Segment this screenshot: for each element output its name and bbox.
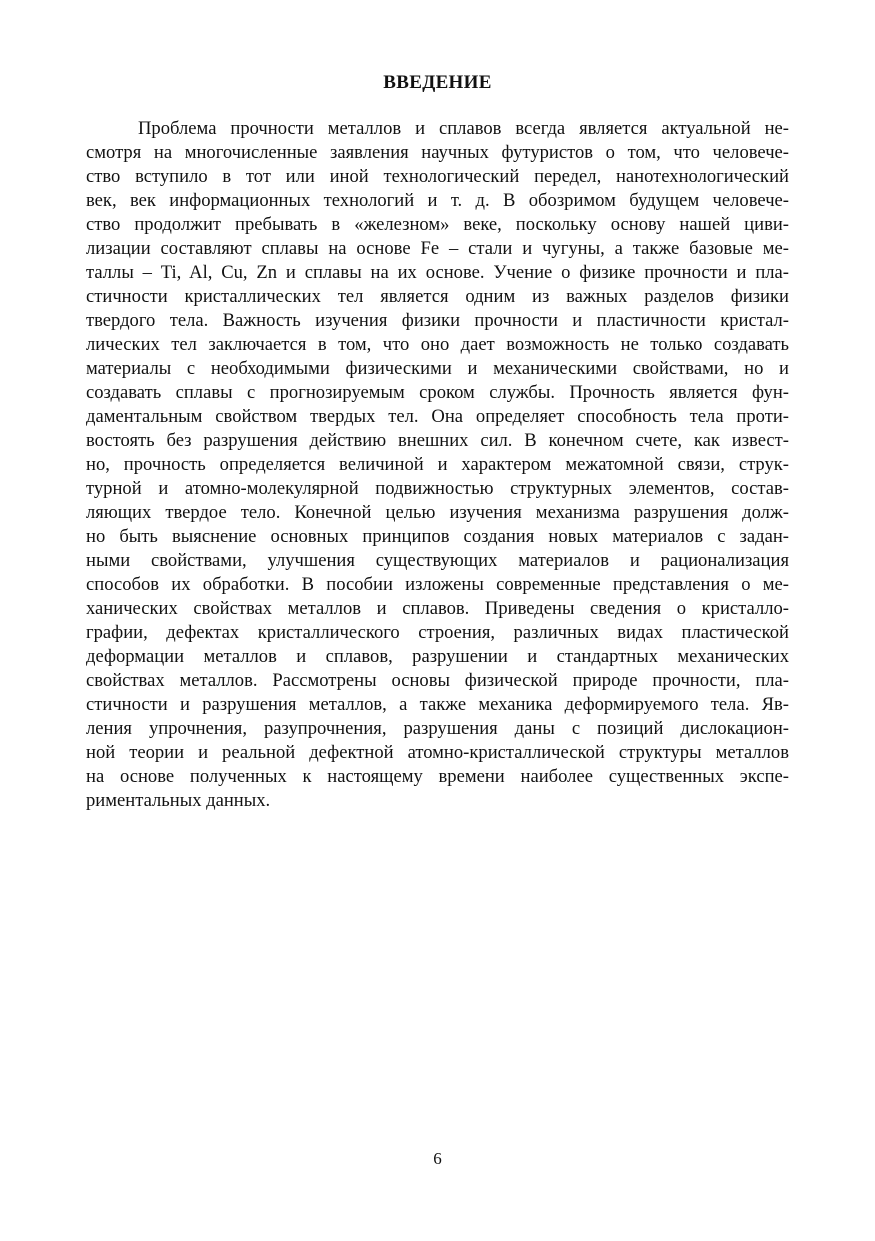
paragraph-line: ство продолжит пребывать в «железном» веке, поскольку основу нашей циви-: [86, 214, 789, 235]
paragraph-line: ной теории и реальной дефектной атомно-кристаллической структуры металлов: [86, 742, 789, 763]
paragraph-line: но быть выяснение основных принципов создания новых материалов с задан-: [86, 526, 789, 547]
paragraph-line: ханических свойствах металлов и сплавов. Приведены сведения о кристалло-: [86, 598, 789, 619]
paragraph-line: способов их обработки. В пособии изложены современные представления о ме-: [86, 574, 789, 595]
paragraph-line: ными свойствами, улучшения существующих материалов и рационализация: [86, 550, 789, 571]
paragraph-line: на основе полученных к настоящему времени наиболее существенных экспе-: [86, 766, 789, 787]
paragraph-line: свойствах металлов. Рассмотрены основы физической природе прочности, пла-: [86, 670, 789, 691]
paragraph-line: век, век информационных технологий и т. д. В обозримом будущем человече-: [86, 190, 789, 211]
paragraph-line: лических тел заключается в том, что оно дает возможность не только создавать: [86, 334, 789, 355]
introduction-paragraph: [86, 117, 789, 813]
paragraph-line: но, прочность определяется величиной и характером межатомной связи, струк-: [86, 454, 789, 475]
paragraph-line: лизации составляют сплавы на основе Fe – стали и чугуны, а также базовые ме-: [86, 238, 789, 259]
paragraph-line: ство вступило в тот или иной технологический передел, нанотехнологический: [86, 166, 789, 187]
paragraph-line: Проблема прочности металлов и сплавов всегда является актуальной не-: [138, 118, 789, 139]
paragraph-line: стичности кристаллических тел является одним из важных разделов физики: [86, 286, 789, 307]
paragraph-line: графии, дефектах кристаллического строения, различных видах пластической: [86, 622, 789, 643]
paragraph-line: создавать сплавы с прогнозируемым сроком службы. Прочность является фун-: [86, 382, 789, 403]
page-title: ВВЕДЕНИЕ: [383, 72, 492, 93]
paragraph-line: ляющих твердое тело. Конечной целью изучения механизма разрушения долж-: [86, 502, 789, 523]
paragraph-line: стичности и разрушения металлов, а также механика деформируемого тела. Яв-: [86, 694, 789, 715]
paragraph-line: востоять без разрушения действию внешних сил. В конечном счете, как извест-: [86, 430, 789, 451]
paragraph-line: турной и атомно-молекулярной подвижностью структурных элементов, состав-: [86, 478, 789, 499]
paragraph-line: риментальных данных.: [86, 790, 271, 811]
paragraph-line: смотря на многочисленные заявления научных футуристов о том, что человече-: [86, 142, 789, 163]
paragraph-line: твердого тела. Важность изучения физики прочности и пластичности кристал-: [86, 310, 789, 331]
paragraph-line: материалы с необходимыми физическими и механическими свойствами, но и: [86, 358, 789, 379]
paragraph-line: ления упрочнения, разупрочнения, разрушения даны с позиций дислокацион-: [86, 718, 789, 739]
paragraph-line: деформации металлов и сплавов, разрушении и стандартных механических: [86, 646, 789, 667]
paragraph-line: таллы – Ti, Al, Cu, Zn и сплавы на их основе. Учение о физике прочности и пла-: [86, 262, 789, 283]
page-number: 6: [433, 1149, 442, 1168]
paragraph-line: даментальным свойством твердых тел. Она определяет способность тела проти-: [86, 406, 789, 427]
